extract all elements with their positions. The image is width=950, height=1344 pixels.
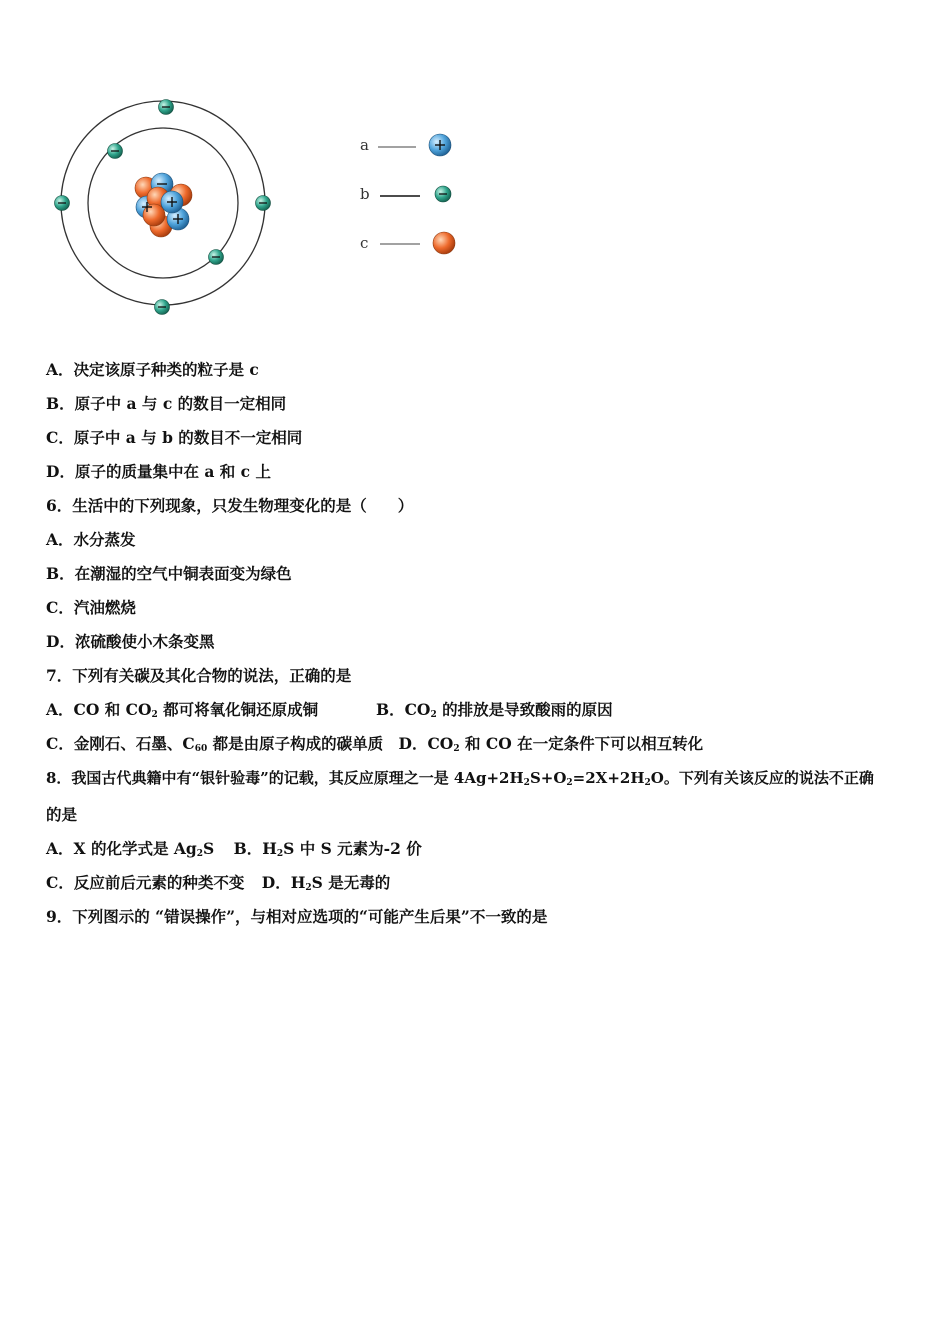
q7-options-ab [46, 700, 906, 720]
q8-option-c: C．反应前后元素的种类不变 [46, 873, 245, 892]
nucleus [135, 173, 192, 237]
q7-option-b: B．$CO_2$ 的排放是导致酸雨的原因 [376, 700, 613, 720]
electron-icon [256, 196, 271, 211]
q8-options-cd [46, 873, 390, 893]
q8-stem-line1: 8．我国古代典籍中有“银针验毒”的记载，其反应原理之一是 $4Ag+2H_2S+O_2=2X+2H_2O$。下列有关该反应的说法不正确 [46, 769, 874, 788]
q8-option-d: D．$H_2S$ 是无毒的 [261, 873, 391, 893]
atom-structure-figure [40, 85, 480, 325]
q8-options-ab [46, 839, 422, 859]
electron-icon [155, 300, 170, 315]
q6-stem: 6．生活中的下列现象，只发生物理变化的是（ ） [46, 496, 414, 515]
q6-option-d: D．浓硫酸使小木条变黑 [46, 632, 215, 651]
q8-option-b: B．$H_2S$ 中 S 元素为-2 价 [233, 839, 422, 859]
q8-stem-line2: 的是 [46, 805, 78, 824]
legend-label-c: c [360, 234, 369, 252]
q8-option-a: A．X 的化学式是 $Ag_2S$ [46, 839, 215, 859]
q7-options-cd [46, 734, 703, 754]
electron-icon [55, 196, 70, 211]
electron-icon [108, 144, 123, 159]
legend-label-a: a [360, 136, 369, 154]
q6-option-c: C．汽油燃烧 [46, 598, 136, 617]
q9-stem: 9．下列图示的 “错误操作”，与相对应选项的“可能产生后果”不一致的是 [46, 907, 548, 926]
neutron-legend-icon [433, 232, 455, 254]
q6-option-a: A．水分蒸发 [46, 530, 136, 549]
q5-option-b: B．原子中 a 与 c 的数目一定相同 [46, 394, 287, 413]
q7-option-a: A．CO 和 $CO_2$ 都可将氧化铜还原成铜 [46, 700, 319, 720]
q6-option-b: B．在潮湿的空气中铜表面变为绿色 [46, 564, 292, 583]
proton-legend-icon [429, 134, 451, 156]
q7-option-d: D．$CO_2$ 和 CO 在一定条件下可以相互转化 [398, 734, 704, 754]
electron-icon [209, 250, 224, 265]
q7-stem: 7．下列有关碳及其化合物的说法，正确的是 [46, 666, 352, 685]
legend [360, 134, 455, 254]
legend-label-b: b [360, 185, 370, 203]
q7-option-c: C．金刚石、石墨、$C_{60}$ 都是由原子构成的碳单质 [46, 734, 384, 754]
q5-option-d: D．原子的质量集中在 a 和 c 上 [46, 462, 272, 481]
q5-option-c: C．原子中 a 与 b 的数目不一定相同 [46, 428, 303, 447]
electron-legend-icon [435, 186, 451, 202]
electron-icon [159, 100, 174, 115]
q5-option-a: A．决定该原子种类的粒子是 c [46, 360, 259, 379]
